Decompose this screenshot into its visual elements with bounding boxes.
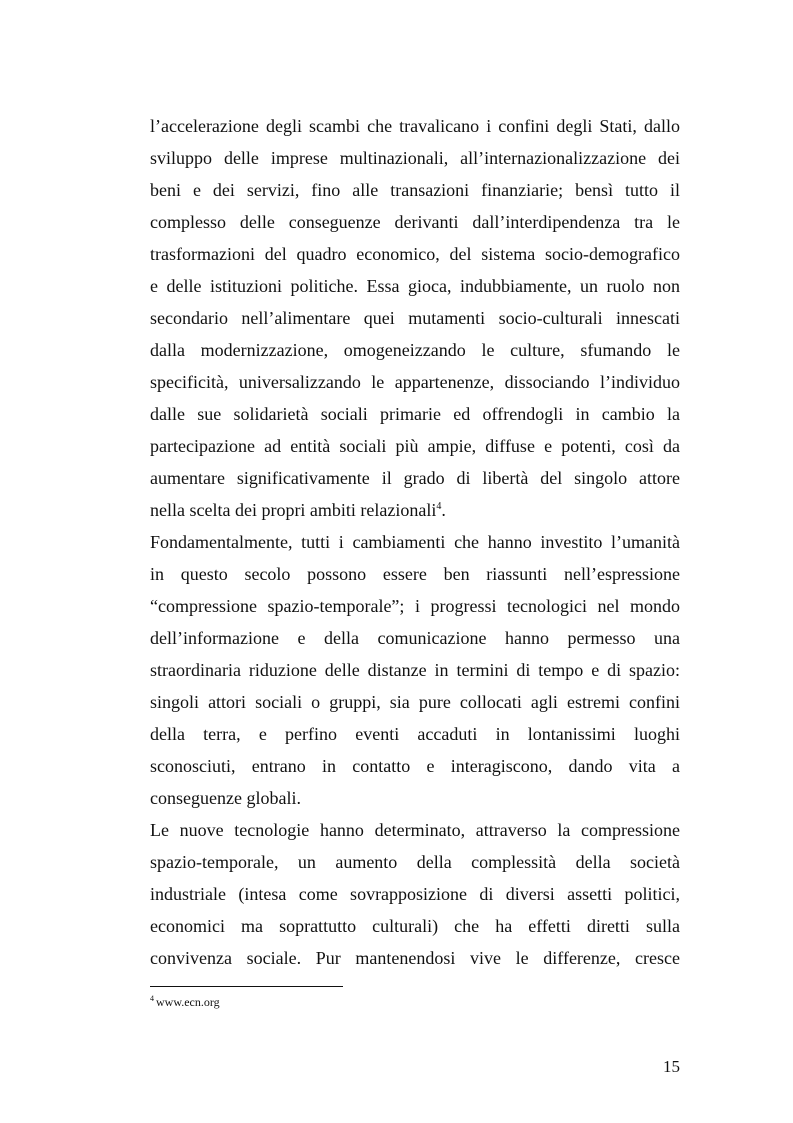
text-line: specificità, universalizzando le appartenenze, dissociando l’individuo [150,372,680,392]
text-line: trasformazioni del quadro economico, del sistema socio-demografico [150,244,680,264]
text-line: conseguenze globali. [150,788,301,808]
text-line: complesso delle conseguenze derivanti dall’interdipendenza tra le [150,212,680,232]
text-line: spazio-temporale, un aumento della complessità della società [150,852,680,872]
text-line: sviluppo delle imprese multinazionali, all’internazionalizzazione dei [150,148,680,168]
text-line: della terra, e perfino eventi accaduti in lontanissimi luoghi [150,724,680,744]
text-line: beni e dei servizi, fino alle transazioni finanziarie; bensì tutto il [150,180,680,200]
text-line: aumentare significativamente il grado di libertà del singolo attore [150,468,680,488]
text-line-with-footnote [150,499,680,521]
text-line: dell’informazione e della comunicazione hanno permesso una [150,628,680,648]
text-line: partecipazione ad entità sociali più ampie, diffuse e potenti, così da [150,436,680,456]
footnote [150,995,220,1009]
text-line: dalle sue solidarietà sociali primarie ed offrendogli in cambio la [150,404,680,424]
text-line: singoli attori sociali o gruppi, sia pure collocati agli estremi confini [150,692,680,712]
text-line: sconosciuti, entrano in contatto e interagiscono, dando vita a [150,756,680,776]
text-line: nella scelta dei propri ambiti relazionali [150,500,437,520]
footnote-reference[interactable]: 4 [436,501,442,512]
text-line: straordinaria riduzione delle distanze in termini di tempo e di spazio: [150,660,680,680]
page-number: 15 [663,1057,680,1076]
paragraph-start-line: Le nuove tecnologie hanno determinato, attraverso la compressione [150,820,680,840]
text-line: in questo secolo possono essere ben riassunti nell’espressione [150,564,680,584]
sentence-period: . [441,500,446,520]
footnote-text[interactable]: www.ecn.org [156,995,220,1009]
text-line: secondario nell’alimentare quei mutamenti socio-culturali innescati [150,308,680,328]
text-line: dalla modernizzazione, omogeneizzando le culture, sfumando le [150,340,680,360]
footnote-number: 4 [150,994,154,1003]
text-line: economici ma soprattutto culturali) che ha effetti diretti sulla [150,916,680,936]
text-line: “compressione spazio-temporale”; i progressi tecnologici nel mondo [150,596,680,616]
footnote-divider [150,986,343,987]
paragraph-start-line: Fondamentalmente, tutti i cambiamenti che hanno investito l’umanità [150,532,680,552]
text-line: e delle istituzioni politiche. Essa gioca, indubbiamente, un ruolo non [150,276,680,296]
text-line: l’accelerazione degli scambi che travalicano i confini degli Stati, dallo [150,116,680,136]
text-line: industriale (intesa come sovrapposizione di diversi assetti politici, [150,884,680,904]
text-line: convivenza sociale. Pur mantenendosi vive le differenze, cresce [150,948,680,968]
